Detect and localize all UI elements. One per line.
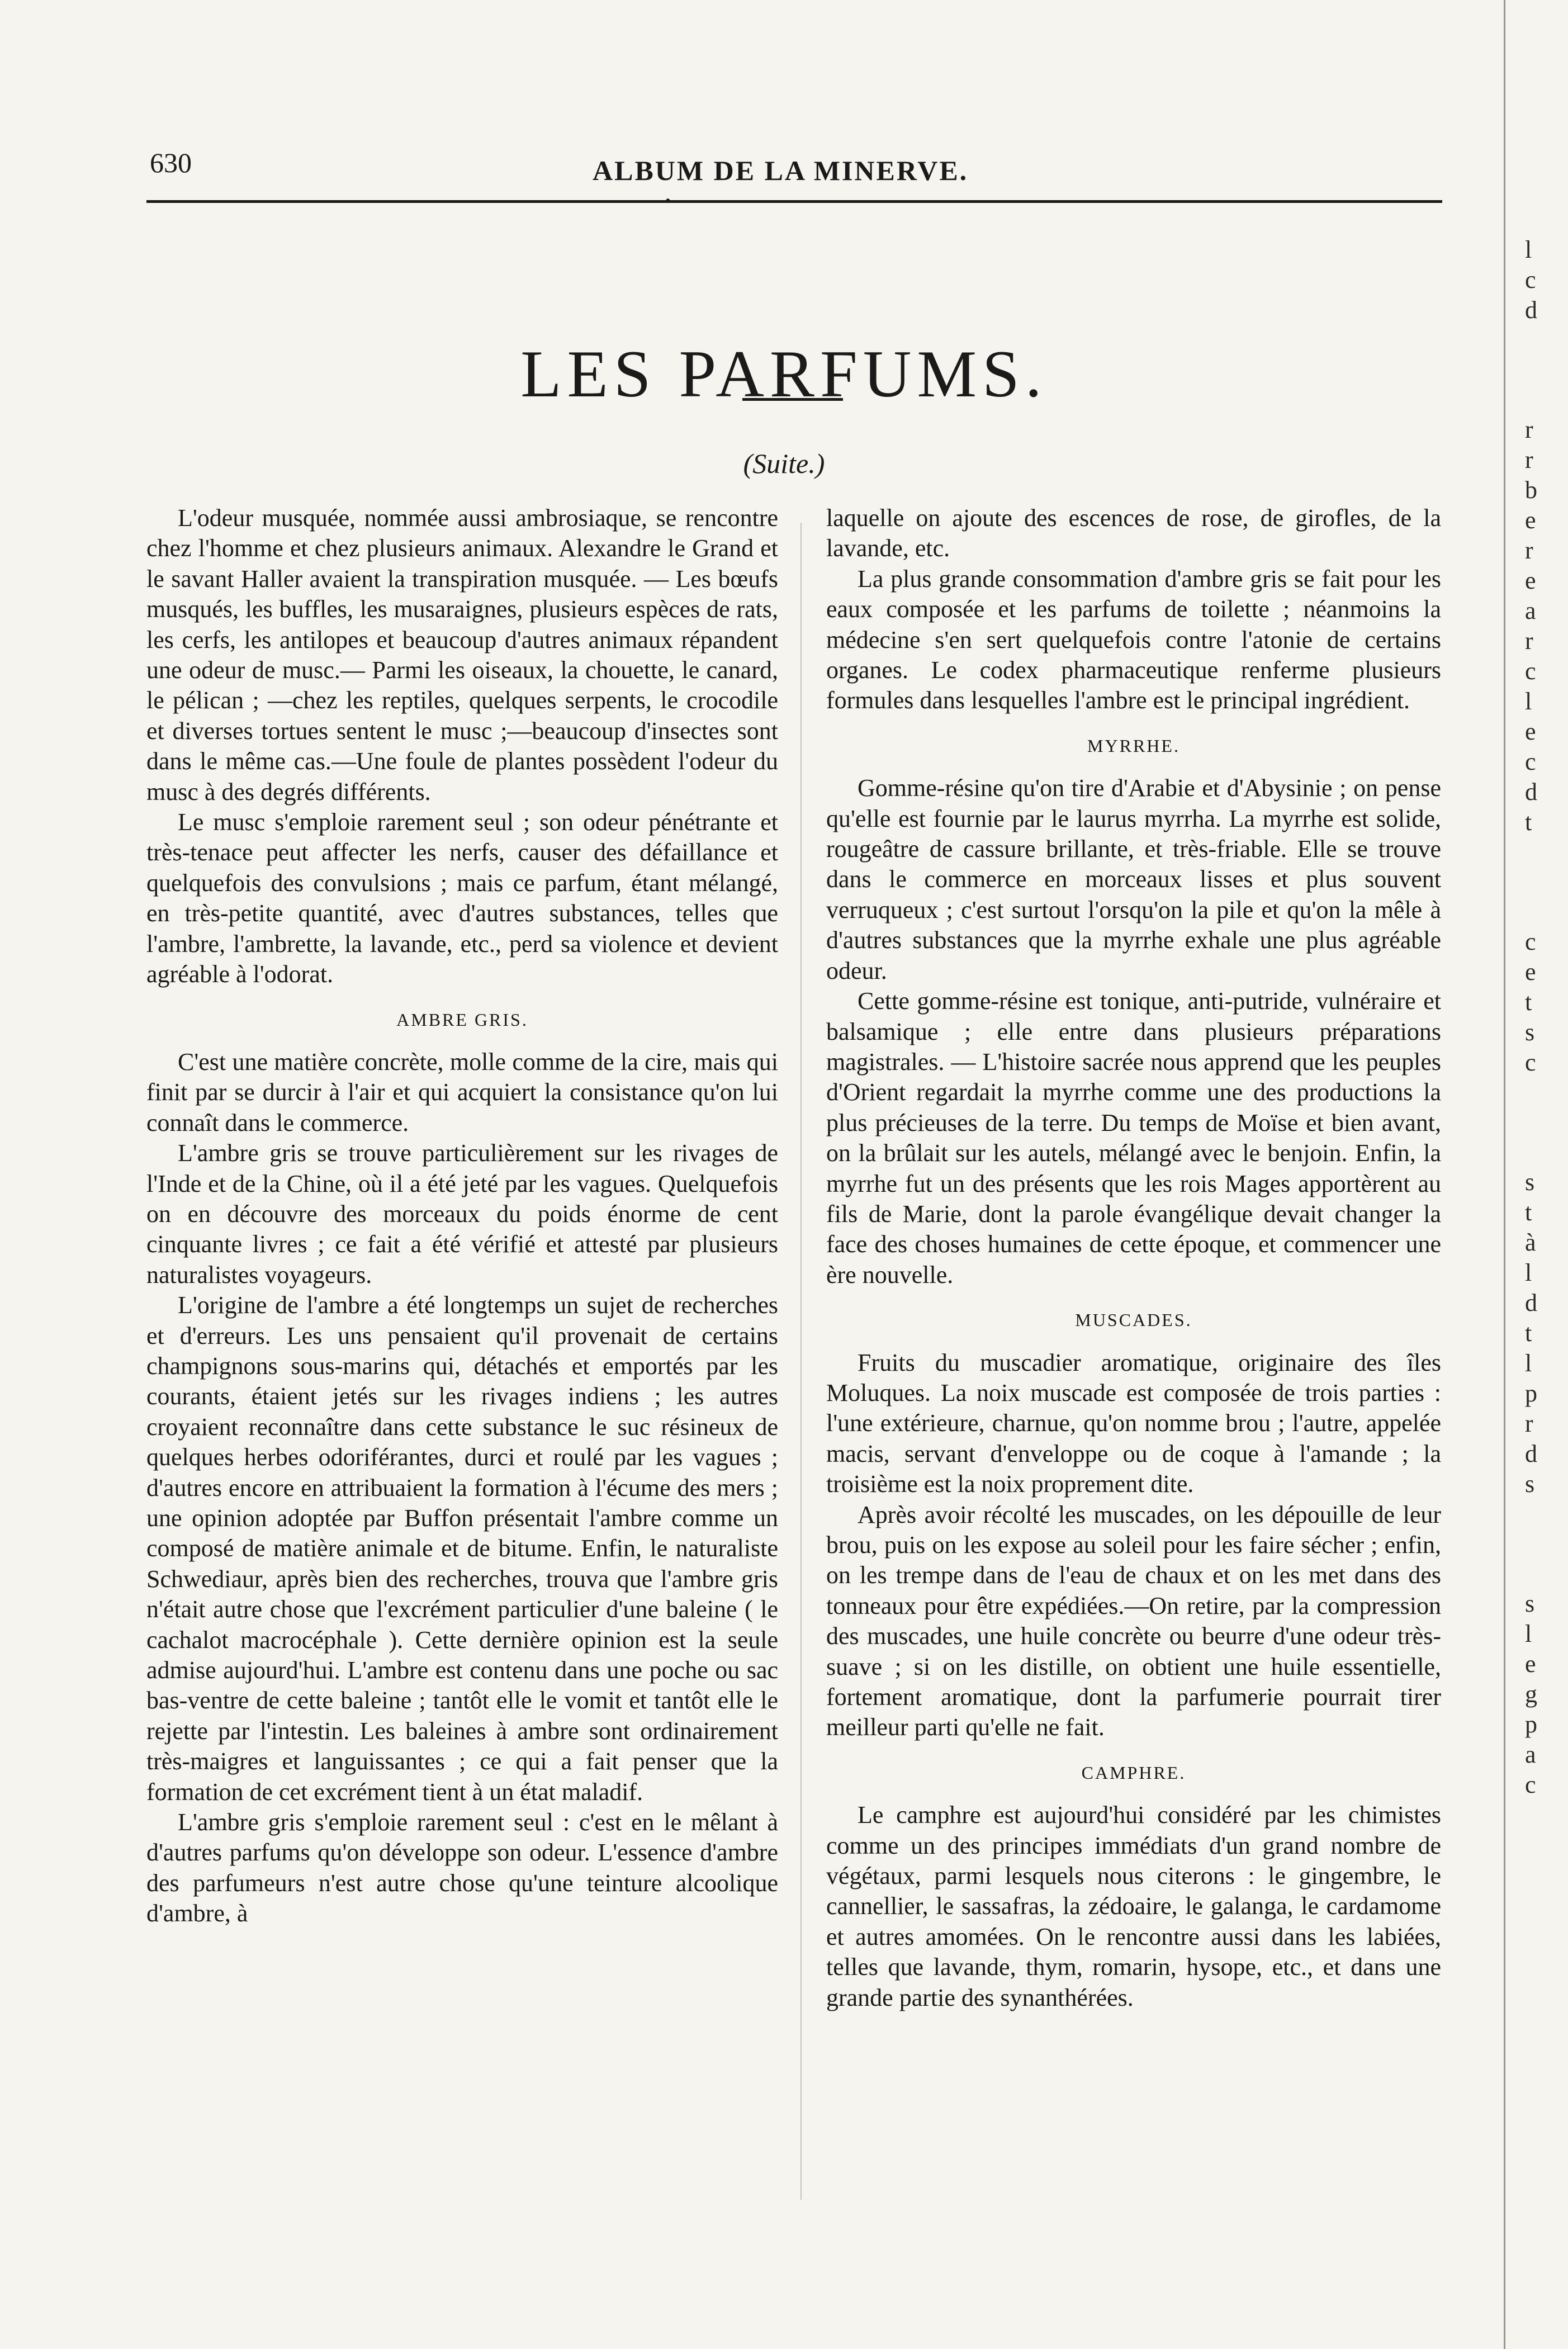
paragraph: Le camphre est aujourd'hui considéré par les chimistes comme un des principes immédiats d'un grand nombre de végétaux, parmi lesquels nous citerons : le gingembre, le cannellier, le sassafras, la zédoaire, le galanga, le cardamome et autres amomées. On le rencontre aussi dans les labiées, telles que lavande, thym, romarin, hysope, etc., et dans une grande partie des synanthérées. (826, 1801, 1441, 2011)
article-title: LES PARFUMS. (520, 337, 1048, 411)
left-column (146, 503, 778, 1929)
edge-fragment: c (1525, 748, 1536, 775)
edge-fragment: p (1525, 1380, 1537, 1407)
fragment-gap (1525, 837, 1568, 927)
adjacent-page-text-fragments (1525, 235, 1568, 2247)
paragraph: La plus grande consommation d'ambre gris se fait pour les eaux composée et les parfums de toilette ; néanmoins la médecine s'en sert quelquefois contre l'atonie de certains organes. Le codex pharmaceutique renferme plusieurs formules dans lesquelles l'ambre est le principal ingrédient. (826, 565, 1441, 714)
edge-fragment: a (1525, 597, 1536, 624)
edge-fragment: r (1525, 537, 1533, 564)
edge-fragment: s (1525, 1168, 1535, 1196)
edge-fragment: c (1525, 1049, 1536, 1076)
fragment-gap (1525, 1499, 1568, 1589)
edge-fragment: d (1525, 1289, 1537, 1316)
paragraph: Cette gomme-résine est tonique, anti-putride, vulnéraire et balsamique ; elle entre dans plusieurs préparations magistrales. — L'histoire sacrée nous apprend que les peuples d'Orient regardait la myrrhe comme une des productions la plus précieuses de la terre. Du temps de Moïse et bien avant, on la brûlait sur les autels, mélangé avec le benjoin. Enfin, la myrrhe fut un des présents que les rois Mages apportèrent au fils de Marie, dont la parole évangélique devait changer la face des choses humaines de cette époque, et commencer une ère nouvelle. (826, 987, 1441, 1289)
edge-fragment: s (1525, 1590, 1535, 1617)
edge-fragment: b (1525, 476, 1537, 504)
column-divider (800, 523, 802, 2200)
edge-fragment: a (1525, 1741, 1536, 1768)
fragment-gap (1525, 1078, 1568, 1167)
edge-fragment: e (1525, 718, 1536, 745)
paragraph: L'odeur musquée, nommée aussi ambrosiaque, se rencontre chez l'homme et chez plusieurs animaux. Alexandre le Grand et le savant Haller avaient la transpiration musquée. — Les bœufs musqués, les buffles, les musaraignes, plusieurs espèces de rats, les cerfs, les antilopes et beaucoup d'autres animaux répandent une odeur de musc.— Parmi les oiseaux, la chouette, le canard, le pélican ; —chez les reptiles, quelques serpents, le crocodile et diverses tortues sentent le musc ;—beaucoup d'insectes sont dans le même cas.—Une foule de plantes possèdent l'odeur du musc à des degrés différents. (146, 504, 778, 806)
fragment-gap (1525, 325, 1568, 415)
header-rule (146, 200, 1442, 203)
paragraph: Après avoir récolté les muscades, on les dépouille de leur brou, puis on les expose au soleil pour les faire sécher ; enfin, on les trempe dans de l'eau de chaux et on les met dans des tonneaux pour être expédiées.—On retire, par la compression des muscades, une huile concrète ou beurre d'une odeur très-suave ; si on les distille, on obtient une huile essentielle, fortement aromatique, dont la parfumerie pourrait tirer meilleur parti qu'elle ne fait. (826, 1500, 1441, 1741)
edge-fragment: l (1525, 1259, 1532, 1286)
edge-fragment: r (1525, 1410, 1533, 1437)
edge-fragment: t (1525, 1319, 1532, 1347)
edge-fragment: g (1525, 1680, 1537, 1708)
edge-fragment: c (1525, 266, 1536, 293)
edge-fragment: l (1525, 688, 1532, 715)
edge-fragment: e (1525, 567, 1536, 594)
edge-fragment: s (1525, 1470, 1535, 1498)
paragraph: Gomme-résine qu'on tire d'Arabie et d'Abysinie ; on pense qu'elle est fournie par le laurus myrrha. La myrrhe est solide, rougeâtre de cassure brillante, et très-friable. Elle se trouve dans le commerce en morceaux lisses et plus souvent verruqueux ; c'est surtout l'orsqu'on la pile et qu'on la mêle à d'autres substances que la myrrhe exhale une plus agréable odeur. (826, 774, 1441, 984)
edge-fragment: p (1525, 1711, 1537, 1738)
paragraph: Fruits du muscadier aromatique, originaire des îles Moluques. La noix muscade est composée de trois parties : l'une extérieure, charnue, qu'on nomme brou ; l'autre, appelée macis, servant d'enveloppe ou de coque à l'amande ; la troisième est la noix proprement dite. (826, 1348, 1441, 1498)
right-column (826, 503, 1441, 2013)
header-rule-ornament: • (665, 192, 671, 210)
edge-fragment: r (1525, 627, 1533, 655)
edge-fragment: c (1525, 657, 1536, 685)
edge-fragment: t (1525, 808, 1532, 836)
edge-fragment: à (1525, 1229, 1536, 1256)
paragraph-continued: laquelle on ajoute des escences de rose, de girofles, de la lavande, etc. (826, 504, 1441, 562)
title-rule (742, 398, 843, 401)
edge-fragment: t (1525, 1199, 1532, 1226)
paragraph: L'ambre gris se trouve particulièrement sur les rivages de l'Inde et de la Chine, où il a été jeté par les vagues. Quelquefois on en découvre des morceaux du poids énorme de cent cinquante livres ; ce fait a été vérifié et attesté par plusieurs naturalistes voyageurs. (146, 1139, 778, 1289)
edge-fragment: c (1525, 928, 1536, 955)
edge-fragment: l (1525, 1349, 1532, 1377)
edge-fragment: e (1525, 958, 1536, 986)
section-heading-ambre-gris: AMBRE GRIS. (396, 1009, 528, 1030)
paragraph: L'ambre gris s'emploie rarement seul : c'est en le mêlant à d'autres parfums qu'on développe son odeur. L'essence d'ambre des parfumeurs n'est autre chose qu'une teinture alcoolique d'ambre, à (146, 1808, 778, 1927)
section-heading-muscades: MUSCADES. (1075, 1310, 1192, 1330)
section-heading-camphre: CAMPHRE. (1081, 1762, 1186, 1783)
paragraph: C'est une matière concrète, molle comme de la cire, mais qui finit par se durcir à l'air et qui acquiert la consistance qu'on lui connaît dans le commerce. (146, 1048, 778, 1136)
edge-fragment: c (1525, 1771, 1536, 1798)
running-title: ALBUM DE LA MINERVE. (593, 155, 969, 186)
edge-fragment: e (1525, 506, 1536, 534)
edge-fragment: l (1525, 236, 1532, 263)
edge-fragment: r (1525, 416, 1533, 443)
edge-fragment: d (1525, 1440, 1537, 1467)
edge-fragment: d (1525, 296, 1537, 324)
edge-fragment: e (1525, 1650, 1536, 1678)
edge-fragment: s (1525, 1019, 1535, 1046)
page-number: 630 (150, 147, 192, 178)
edge-fragment: l (1525, 1620, 1532, 1647)
edge-fragment: r (1525, 446, 1533, 473)
paragraph: L'origine de l'ambre a été longtemps un sujet de recherches et d'erreurs. Les uns pensaient qu'il provenait de certains champignons sous-marins qui, détachés et emportés par les courants, étaient jetés sur les rivages indiens ; les autres croyaient reconnaître dans cette substance le suc résineux de quelques herbes odoriférantes, durci et roulé par les vagues ; d'autres encore en attribuaient la formation à l'écume des mers ; une opinion adoptée par Buffon présentait l'ambre comme un composé de matière animale et de bitume. Enfin, le naturaliste Schwediaur, après bien des recherches, trouva que l'ambre gris n'était autre chose que l'excrément particulier d'une baleine ( le cachalot macrocéphale ). Cette dernière opinion est la seule admise aujourd'hui. L'ambre est contenu dans une poche ou sac bas-ventre de cette baleine ; tantôt elle le vomit et tantôt elle le rejette par l'intestin. Les baleines à ambre sont ordinairement très-maigres et languissantes ; ce qui a fait penser que la formation de cet excrément tient à un état maladif. (146, 1291, 778, 1806)
article-suite-note: (Suite.) (743, 448, 825, 479)
paragraph: Le musc s'emploie rarement seul ; son odeur pénétrante et très-tenace peut affecter les nerfs, causer des défaillance et quelquefois des convulsions ; mais ce parfum, étant mélangé, en très-petite quantité, avec d'autres substances, telles que l'ambre, l'ambrette, la lavande, etc., perd sa violence et devient agréable à l'odorat. (146, 808, 778, 988)
section-heading-myrrhe: MYRRHE. (1087, 735, 1180, 756)
edge-fragment: t (1525, 988, 1532, 1016)
edge-fragment: d (1525, 778, 1537, 806)
